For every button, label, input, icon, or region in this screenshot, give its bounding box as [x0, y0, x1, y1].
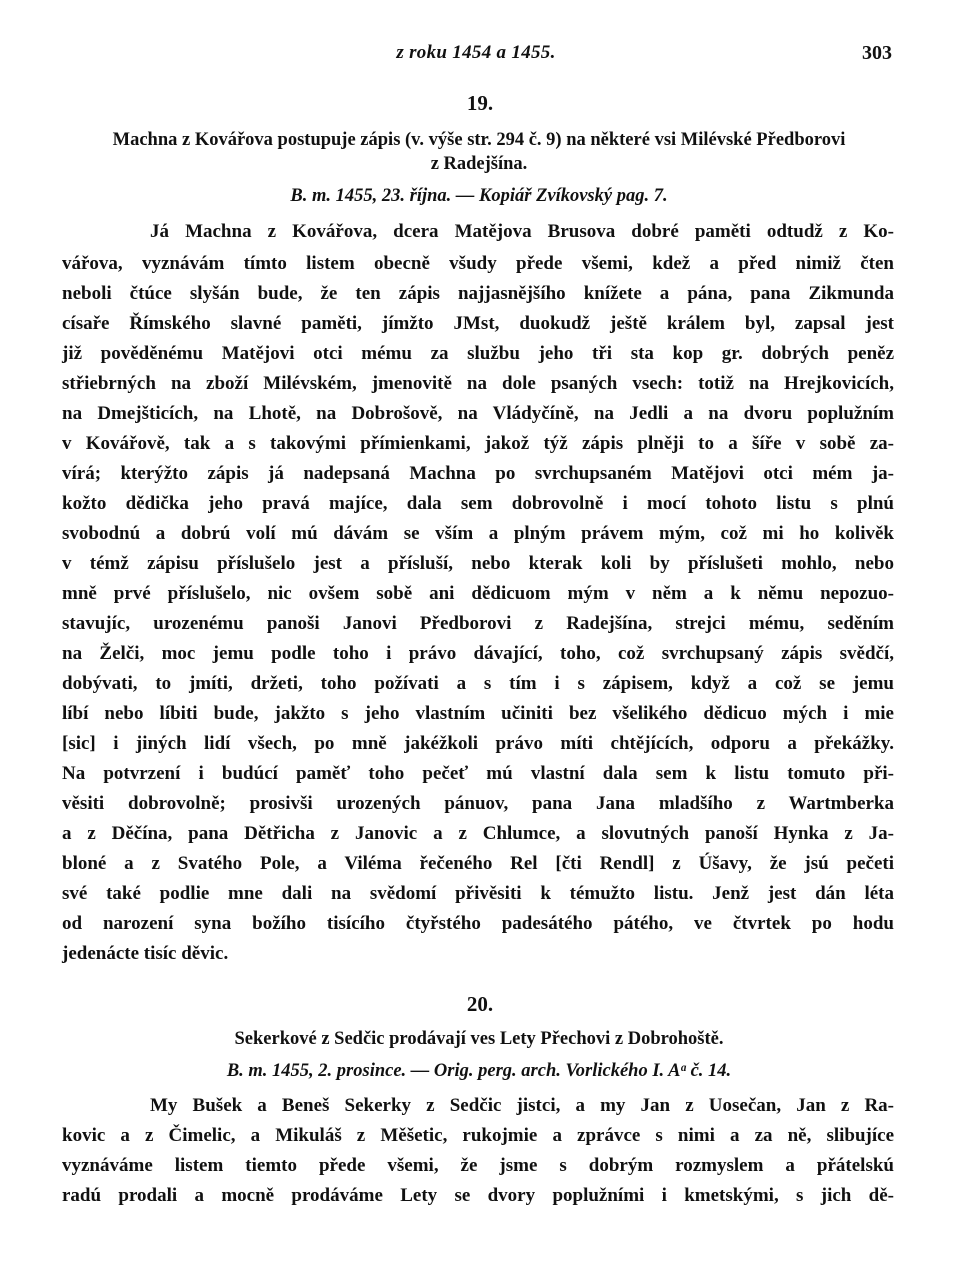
body-line: a z Děčína, pana Dětřicha z Janovic a z Chlumce, a slovutných panoší Hynka z Ja-: [62, 823, 894, 844]
body-line: od narození syna božího tisícího čtyřstého padesátého pátého, ve čtvrtek po hodu: [62, 913, 894, 934]
body-line: střiebrných na zboží Milévském, jmenovitě na dole psaných vsech: totiž na Hrejkovicích,: [62, 373, 894, 394]
body-line: neboli čtúce slyšán bude, že ten zápis najjasnějšího knížete a pána, pana Zikmunda: [62, 283, 894, 304]
document-number-20: 20.: [466, 992, 494, 1016]
body-line: kovic a z Čimelic, a Mikuláš z Měšetic, rukojmie a zprávce s nimi a za ně, slibujíce: [62, 1125, 894, 1146]
body-line: Já Machna z Kovářova, dcera Matějova Brusova dobré paměti odtudž z Ko-: [150, 221, 894, 242]
body-line: na Dmejšticích, na Lhotě, na Dobrošově, na Vládyčíně, na Jedli a na dvoru poplužním: [62, 403, 894, 424]
page-number: 303: [862, 42, 892, 64]
body-line: císaře Římského slavné paměti, jímžto JMst, duokudž ještě králem byl, zapsal jest: [62, 313, 894, 334]
document-heading-line: Sekerkové z Sedčic prodávají ves Lety Přechovi z Dobrohoště.: [234, 1029, 724, 1049]
body-line: vyznáváme listem tiemto přede všemi, že jsme s dobrým rozmyslem a přátelskú: [62, 1155, 894, 1176]
body-line: dobývati, to jmíti, držeti, toho požívati a s tím i s zápisem, když a což se jemu: [62, 673, 894, 694]
running-head: [60, 42, 892, 66]
body-line: vářova, vyznávám tímto listem obecně všudy přede všemi, kdež a před nimiž čten: [62, 253, 894, 274]
document-heading-line: z Radejšína.: [430, 154, 528, 174]
body-line: mně prvé příslušelo, nic ovšem sobě ani dědicuom mým v něm a k němu nepozuo-: [62, 583, 894, 604]
body-line: radú prodali a mocně prodáváme Lety se dvory poplužními i kmetskými, s jich dě-: [62, 1185, 894, 1206]
body-line: věsiti dobrovolně; prosivši urozených pánuov, pana Jana mladšího z Wartmberka: [62, 793, 894, 814]
body-line: bloné a z Svatého Pole, a Viléma řečeného Rel [čti Rendl] z Úšavy, že jsú pečeti: [62, 853, 894, 874]
document-source: B. m. 1455, 23. října. — Kopiář Zvíkovský pag. 7.: [290, 186, 668, 206]
body-line: [sic] i jiných lidí všech, po mně jakéžkoli právo míti chtějících, odporu a překážky.: [62, 733, 894, 754]
body-line: vírá; kterýžto zápis já nadepsaná Machna po svrchupsaném Matějovi otci mém ja-: [62, 463, 894, 484]
running-title: z roku 1454 a 1455.: [396, 42, 556, 63]
body-line: líbí nebo líbiti bude, jakžto s jeho vlastním učiniti bez všelikého dědicuo mých i mie: [62, 703, 894, 724]
body-line: na Želči, moc jemu podle toho i právo dávající, toho, což svrchupsaný zápis svědčí,: [62, 643, 894, 664]
body-line: kožto dědička jeho pravá majíce, dala sem dobrovolně i mocí tohoto listu s plnú: [62, 493, 894, 514]
body-line: své také podlie mne dali na svědomí přivěsiti k témužto listu. Jenž jest dán léta: [62, 883, 894, 904]
body-line: stavujíc, urozenému panoši Janovi Předborovi z Radejšína, strejci mému, seděním: [62, 613, 894, 634]
document-heading-line: Machna z Kovářova postupuje zápis (v. výše str. 294 č. 9) na některé vsi Milévské Předborovi: [112, 130, 846, 150]
body-line: jedenácte tisíc děvic.: [62, 943, 229, 964]
document-source: B. m. 1455, 2. prosince. — Orig. perg. arch. Vorlického I. Aᵃ č. 14.: [226, 1061, 732, 1081]
body-line: My Bušek a Beneš Sekerky z Sedčic jistci, a my Jan z Uosečan, Jan z Ra-: [150, 1095, 894, 1116]
document-number-19: 19.: [466, 91, 494, 115]
body-line: již pověděnému Matějovi otci mému za službu jeho tři sta kop gr. dobrých peněz: [62, 343, 894, 364]
body-line: v témž zápisu příslušelo jest a přísluší, nebo kterak koli by příslušeti mohlo, nebo: [62, 553, 894, 574]
body-line: svobodnú a dobrú volí mú dávám se vším a plným právem mým, což mi ho kolivěk: [62, 523, 894, 544]
body-line: Na potvrzení i budúcí paměť toho pečeť mú vlastní dala sem k listu tomuto při-: [62, 763, 894, 784]
body-line: v Kovářově, tak a s takovými přímienkami, jakož týž zápis plněji to a šíře v sobě za-: [62, 433, 894, 454]
